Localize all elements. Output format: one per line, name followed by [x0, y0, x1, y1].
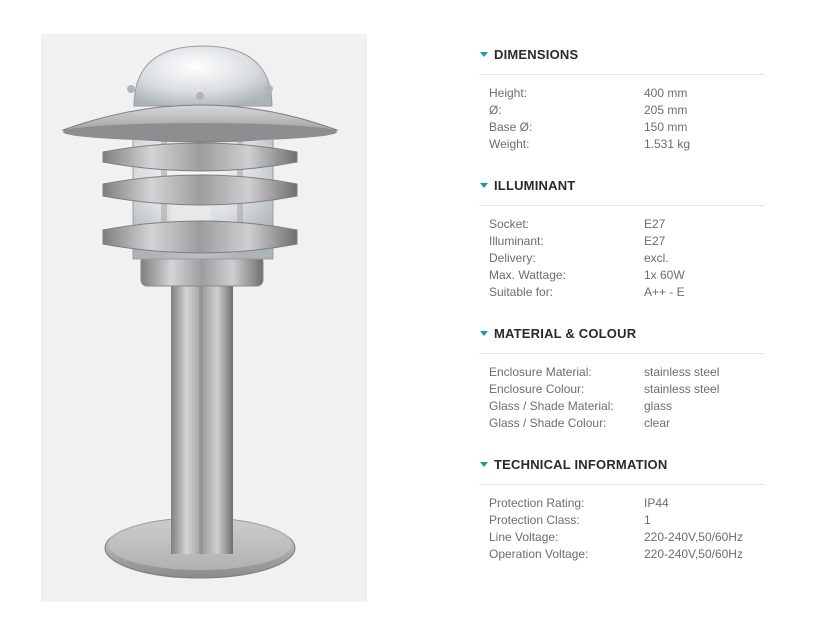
- spec-value: stainless steel: [644, 382, 720, 396]
- spec-label: Delivery:: [489, 251, 536, 265]
- spec-row: [489, 102, 764, 119]
- spec-value: IP44: [644, 496, 669, 510]
- spec-label: Max. Wattage:: [489, 268, 566, 282]
- spec-label: Protection Rating:: [489, 496, 585, 510]
- spec-row: [489, 495, 764, 512]
- spec-row: [489, 381, 764, 398]
- louvre-ring: [103, 143, 297, 171]
- spec-label: Socket:: [489, 217, 530, 231]
- spec-value: glass: [644, 399, 673, 413]
- spec-label: Weight:: [489, 137, 530, 151]
- spec-row: [489, 119, 764, 136]
- spec-row: [489, 284, 764, 301]
- section-header-technical-information[interactable]: [479, 454, 764, 485]
- spec-value: 220-240V,50/60Hz: [644, 530, 743, 544]
- caret-down-icon: [480, 462, 488, 467]
- spec-label: Base Ø:: [489, 120, 533, 134]
- spec-value: 400 mm: [644, 86, 688, 100]
- spec-value: 1.531 kg: [644, 137, 691, 151]
- spec-row: [489, 529, 764, 546]
- spec-value: 1: [644, 513, 651, 527]
- section-header-material-colour[interactable]: [479, 323, 764, 354]
- spec-label: Glass / Shade Material:: [489, 399, 614, 413]
- spec-label: Suitable for:: [489, 285, 554, 299]
- spec-value: E27: [644, 217, 666, 231]
- section-illuminant: [479, 175, 764, 301]
- spec-label: Enclosure Colour:: [489, 382, 585, 396]
- spec-value: 150 mm: [644, 120, 688, 134]
- spec-label: Enclosure Material:: [489, 365, 592, 379]
- spec-row: [489, 136, 764, 153]
- spec-label: Illuminant:: [489, 234, 544, 248]
- section-title: ILLUMINANT: [494, 177, 576, 193]
- section-title: MATERIAL & COLOUR: [494, 325, 637, 341]
- spec-row: [489, 364, 764, 381]
- lamp-illustration: [41, 34, 367, 602]
- spec-row: [489, 233, 764, 250]
- louvre-ring: [103, 175, 297, 205]
- spec-value: 1x 60W: [644, 268, 685, 282]
- spec-label: Glass / Shade Colour:: [489, 416, 607, 430]
- section-header-dimensions[interactable]: [479, 44, 764, 75]
- spec-row: [489, 216, 764, 233]
- spec-label: Height:: [489, 86, 528, 100]
- spec-row: [489, 85, 764, 102]
- caret-down-icon: [480, 52, 488, 57]
- spec-panel: [479, 44, 764, 585]
- spec-row: [489, 250, 764, 267]
- section-title: TECHNICAL INFORMATION: [494, 456, 668, 472]
- section-title: DIMENSIONS: [494, 46, 579, 62]
- spec-row: [489, 415, 764, 432]
- caret-down-icon: [480, 331, 488, 336]
- spec-row: [489, 267, 764, 284]
- spec-value: clear: [644, 416, 671, 430]
- section-material-colour: [479, 323, 764, 432]
- spec-label: Ø:: [489, 103, 502, 117]
- spec-value: 205 mm: [644, 103, 688, 117]
- spec-row: [489, 546, 764, 563]
- spec-value: stainless steel: [644, 365, 720, 379]
- product-image: [41, 34, 367, 602]
- spec-value: 220-240V,50/60Hz: [644, 547, 743, 561]
- spec-row: [489, 512, 764, 529]
- spec-value: E27: [644, 234, 666, 248]
- section-dimensions: [479, 44, 764, 153]
- section-header-illuminant[interactable]: [479, 175, 764, 206]
- spec-label: Operation Voltage:: [489, 547, 589, 561]
- spec-value: excl.: [644, 251, 669, 265]
- caret-down-icon: [480, 183, 488, 188]
- section-technical-information: [479, 454, 764, 563]
- spec-label: Protection Class:: [489, 513, 580, 527]
- louvre-ring: [103, 221, 297, 253]
- spec-label: Line Voltage:: [489, 530, 559, 544]
- spec-row: [489, 398, 764, 415]
- spec-value: A++ - E: [644, 285, 685, 299]
